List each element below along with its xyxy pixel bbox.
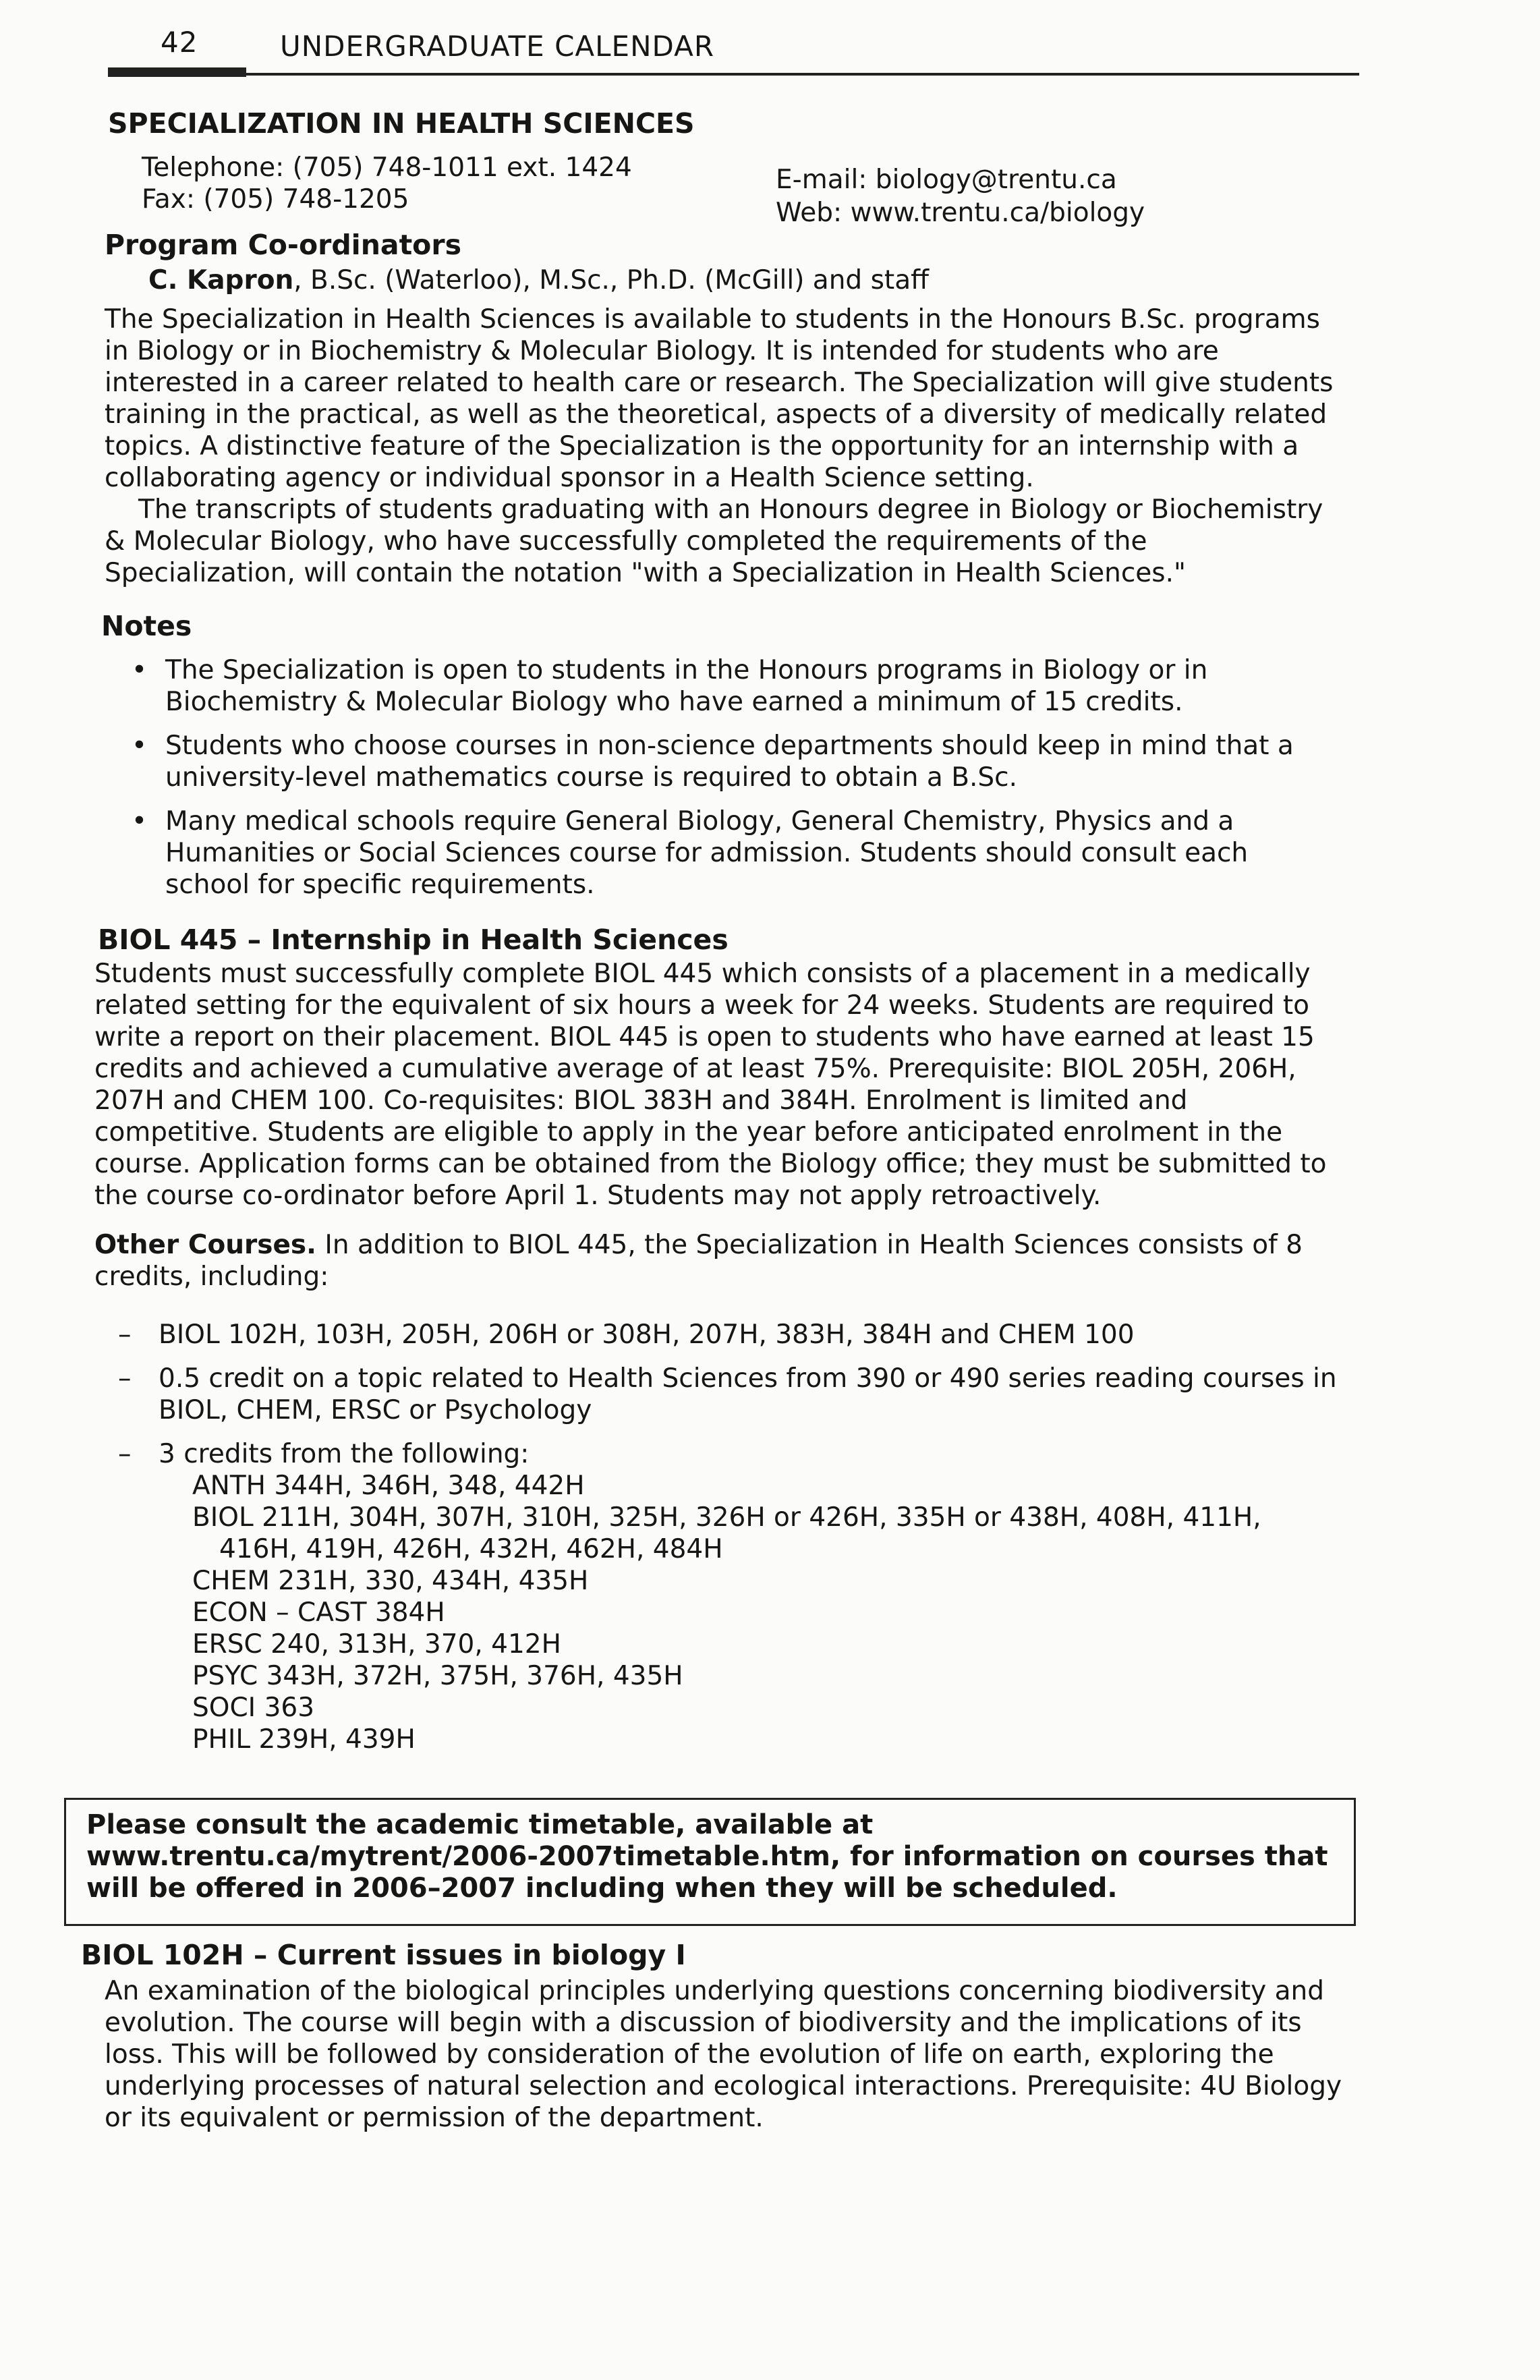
- course-option: CHEM 231H, 330, 434H, 435H: [192, 1566, 589, 1596]
- dash-icon: –: [118, 1320, 132, 1350]
- header-rule: [108, 73, 1359, 76]
- notes-heading: Notes: [101, 610, 192, 642]
- note-item: • The Specialization is open to students in the Honours programs in Biology or in Biochemistry & Molecular Biology who have earned a minimum of 15 credits.: [132, 655, 1208, 717]
- course-option: ANTH 344H, 346H, 348, 442H: [192, 1471, 585, 1501]
- biol102-heading: BIOL 102H – Current issues in biology I: [81, 1939, 686, 1971]
- note-item: • Many medical schools require General Biology, General Chemistry, Physics and a Humanities or Social Sciences course for admission. Students should consult each school for specific requirements.: [132, 806, 1249, 900]
- requirement-item: – 0.5 credit on a topic related to Health Sciences from 390 or 490 series reading courses in BIOL, CHEM, ERSC or Psychology: [118, 1363, 1337, 1425]
- course-option: ERSC 240, 313H, 370, 412H: [192, 1629, 561, 1660]
- web: Web: www.trentu.ca/biology: [776, 198, 1145, 228]
- telephone: Telephone: (705) 748-1011 ext. 1424: [142, 152, 632, 183]
- bullet-icon: •: [132, 806, 148, 837]
- requirement-item: – 3 credits from the following: ANTH 344H, 346H, 348, 442H BIOL 211H, 304H, 307H, 310H, 325H, 326H or 426H, 335H or 438H, 408H, 411H, 416H, 419H, 426H, 432H, 462H, 484H CHEM 231H, 330, 434H, 435H ECON – CAST 384H ERSC 240, 313H, 370, 412H PSYC 343H, 372H, 375H, 376H, 435H SOCI 363 PHIL 239H, 439H: [98, 1438, 1346, 1755]
- requirements-list: [98, 1319, 1346, 1767]
- course-option: BIOL 211H, 304H, 307H, 310H, 325H, 326H or 426H, 335H or 438H, 408H, 411H, 416H, 419H, 426H, 432H, 462H, 484H: [192, 1502, 1261, 1564]
- notes-list: [101, 654, 1336, 913]
- fax: Fax: (705) 748-1205: [142, 184, 409, 215]
- bullet-icon: •: [132, 655, 148, 685]
- requirement-item: – BIOL 102H, 103H, 205H, 206H or 308H, 207H, 383H, 384H and CHEM 100: [118, 1320, 1135, 1350]
- other-courses: [94, 1229, 1342, 1293]
- running-title: UNDERGRADUATE CALENDAR: [280, 30, 715, 63]
- dash-icon: –: [118, 1439, 132, 1469]
- course-option: PSYC 343H, 372H, 375H, 376H, 435H: [192, 1661, 683, 1691]
- bullet-icon: •: [132, 731, 148, 761]
- biol445-text: Students must successfully complete BIOL 445 which consists of a placement in a medically related setting for the equivalent of six hours a week for 24 weeks. Students are required to write a report on their placement. BIOL 445 is open to students who have earned at least 15 credits and achieved a cumulative average of at least 75%. Prerequisite: BIOL 205H, 206H, 207H and CHEM 100. Co-requisites: BIOL 383H and 384H. Enrolment is limited and competitive. Students are eligible to apply in the year before anticipated enrolment in the course. Application forms can be obtained from the Biology office; they must be submitted to the course co-ordinator before April 1. Students may not apply retroactively.: [94, 959, 1327, 1211]
- other-courses-text: In addition to BIOL 445, the Specialization in Health Sciences consists of 8 credits, including:: [94, 1230, 1303, 1292]
- section-title: SPECIALIZATION IN HEALTH SCIENCES: [108, 107, 695, 140]
- email: E-mail: biology@trentu.ca: [776, 165, 1117, 195]
- coordinator-line: [148, 264, 1396, 296]
- coordinators-heading: Program Co-ordinators: [105, 229, 461, 261]
- coordinator-name: C. Kapron: [148, 265, 294, 295]
- note-item: • Students who choose courses in non-science departments should keep in mind that a university-level mathematics course is required to obtain a B.Sc.: [132, 731, 1294, 793]
- course-option: SOCI 363: [192, 1693, 315, 1723]
- intro: [105, 304, 1339, 589]
- dash-icon: –: [118, 1363, 132, 1394]
- page-number: 42: [161, 26, 198, 59]
- other-courses-heading: Other Courses.: [94, 1230, 316, 1260]
- course-option: ECON – CAST 384H: [192, 1597, 445, 1628]
- course-option: PHIL 239H, 439H: [192, 1724, 416, 1755]
- biol102-text: An examination of the biological principles underlying questions concerning biodiversity and evolution. The course will begin with a discussion of biodiversity and the implications of its loss. This will be followed by consideration of the evolution of life on earth, exploring the underlying processes of natural selection and ecological interactions. Prerequisite: 4U Biology or its equivalent or permission of the department.: [105, 1976, 1342, 2133]
- intro-paragraph-1: The Specialization in Health Sciences is available to students in the Honours B.Sc. programs in Biology or in Biochemistry & Molecular Biology. It is intended for students who are interested in a career related to health care or research. The Specialization will give students training in the practical, as well as the theoretical, aspects of a diversity of medically related topics. A distinctive feature of the Specialization is the opportunity for an internship with a collaborating agency or individual sponsor in a Health Science setting.: [105, 304, 1334, 493]
- intro-paragraph-2: The transcripts of students graduating with an Honours degree in Biology or Biochemistry & Molecular Biology, who have successfully completed the requirements of the Specialization, will contain the notation "with a Specialization in Health Sciences.": [105, 494, 1323, 588]
- timetable-notice: Please consult the academic timetable, available at www.trentu.ca/mytrent/2006-2007timetable.htm, for information on courses that will be offered in 2006–2007 including when they will be scheduled.: [64, 1798, 1356, 1926]
- coordinator-details: , B.Sc. (Waterloo), M.Sc., Ph.D. (McGill) and staff: [293, 265, 929, 295]
- course-options: [159, 1470, 1346, 1755]
- biol445-heading: BIOL 445 – Internship in Health Sciences: [98, 924, 729, 956]
